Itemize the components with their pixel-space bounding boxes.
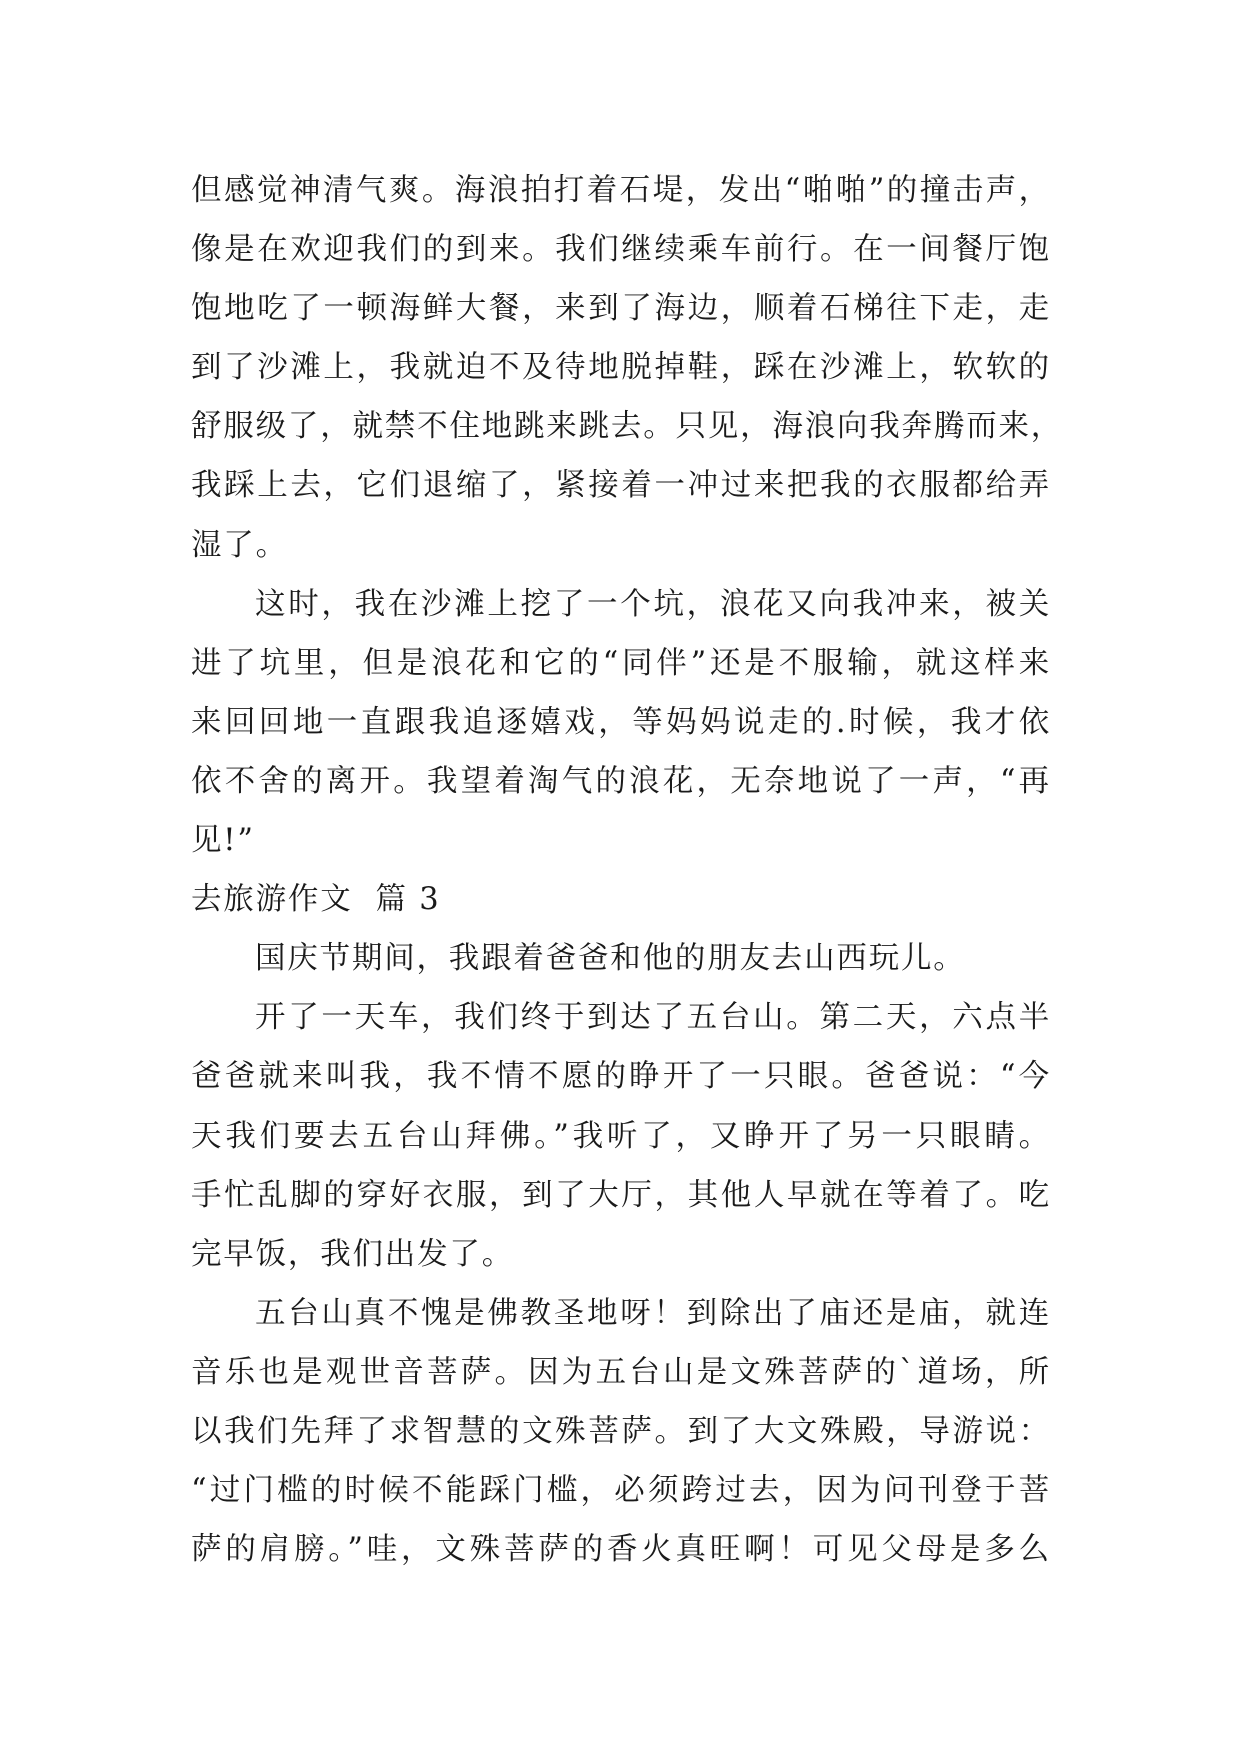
essay-body (191, 161, 1064, 1579)
paragraph-first-line: 这时，我在沙滩上挖了一个坑，浪花又向我冲来，被关 (255, 586, 1051, 622)
text-line: 来回回地一直跟我追逐嬉戏，等妈妈说走的.时候，我才依 (191, 704, 1051, 740)
text-line: 音乐也是观世音菩萨。因为五台山是文殊菩萨的`道场，所 (191, 1354, 1051, 1390)
text-line: 天我们要去五台山拜佛。”我听了，又睁开了另一只眼睛。 (191, 1118, 1051, 1154)
text-line: 见!” (191, 823, 255, 859)
text-line: 进了坑里，但是浪花和它的“同伴”还是不服输，就这样来 (191, 645, 1051, 681)
text-line: 完早饭，我们出发了。 (191, 1236, 514, 1272)
text-line: 但感觉神清气爽。海浪拍打着石堤，发出“啪啪”的撞击声， (191, 173, 1051, 208)
text-line: 以我们先拜了求智慧的文殊菩萨。到了大文殊殿，导游说： (191, 1413, 1051, 1449)
text-line: 我踩上去，它们退缩了，紧接着一冲过来把我的衣服都给弄 (191, 468, 1051, 504)
text-line: 饱地吃了一顿海鲜大餐，来到了海边，顺着石梯往下走，走 (191, 291, 1051, 327)
paragraph-first-line: 开了一天车，我们终于到达了五台山。第二天，六点半 (255, 1000, 1051, 1036)
text-line: 舒服级了，就禁不住地跳来跳去。只见，海浪向我奔腾而来， (191, 409, 1064, 445)
text-line: 萨的肩膀。”哇，文殊菩萨的香火真旺啊！可见父母是多么 (191, 1532, 1051, 1568)
text-line: 依不舍的离开。我望着淘气的浪花，无奈地说了一声，“再 (191, 763, 1051, 799)
section-heading: 去旅游作文 篇 3 (191, 882, 441, 918)
text-line: “过门槛的时候不能踩门槛，必须跨过去，因为问刊登于菩 (191, 1473, 1051, 1509)
text-line: 湿了。 (191, 527, 288, 563)
paragraph-first-line: 国庆节期间，我跟着爸爸和他的朋友去山西玩儿。 (255, 941, 966, 977)
text-line: 像是在欢迎我们的到来。我们继续乘车前行。在一间餐厅饱 (191, 232, 1051, 268)
text-line: 手忙乱脚的穿好衣服，到了大厅，其他人早就在等着了。吃 (191, 1177, 1051, 1213)
text-line: 爸爸就来叫我，我不情不愿的睁开了一只眼。爸爸说：“今 (191, 1059, 1051, 1095)
text-line: 到了沙滩上，我就迫不及待地脱掉鞋，踩在沙滩上，软软的 (191, 350, 1051, 386)
paragraph-first-line: 五台山真不愧是佛教圣地呀！到除出了庙还是庙，就连 (255, 1295, 1051, 1331)
